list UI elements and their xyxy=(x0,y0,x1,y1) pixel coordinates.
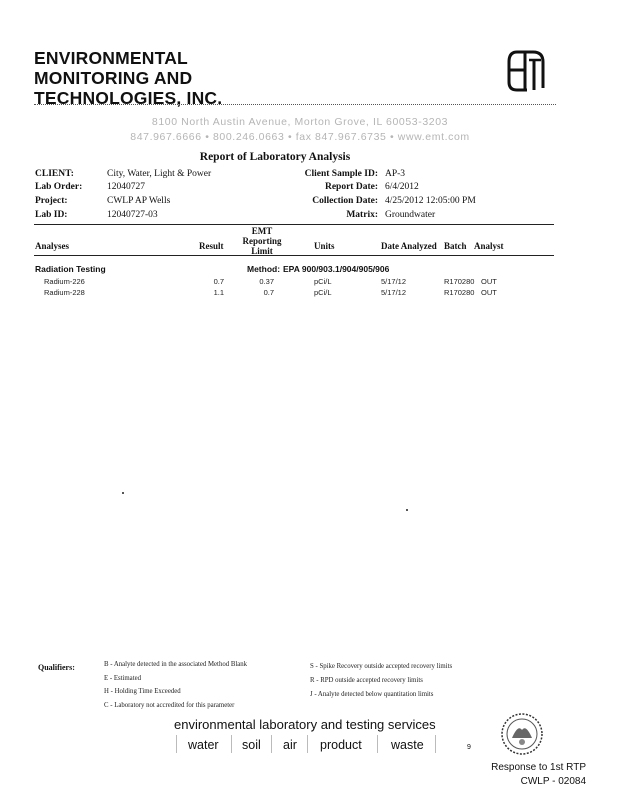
media-separator xyxy=(377,735,378,753)
table-header-rule xyxy=(34,255,554,256)
media-water: water xyxy=(188,738,219,752)
media-separator xyxy=(231,735,232,753)
col-batch: Batch xyxy=(444,241,467,251)
qualifier-s: S - Spike Recovery outside accepted recovery limits xyxy=(310,663,453,670)
collection-date-label: Collection Date: xyxy=(312,196,378,206)
method-label: Method: xyxy=(247,264,281,274)
lab-id-label: Lab ID: xyxy=(35,210,68,220)
media-separator xyxy=(435,735,436,753)
row-units: pCi/L xyxy=(314,288,332,297)
company-address: 8100 North Austin Avenue, Morton Grove, IL 60053-3203 xyxy=(151,116,449,128)
qualifier-c: C - Laboratory not accredited for this parameter xyxy=(104,702,235,709)
client-sample-label: Client Sample ID: xyxy=(304,169,378,179)
qualifier-b: B - Analyte detected in the associated Method Blank xyxy=(104,661,248,668)
collection-date-value: 4/25/2012 12:05:00 PM xyxy=(385,196,476,206)
qualifiers-label: Qualifiers: xyxy=(38,663,75,672)
col-units: Units xyxy=(314,241,335,251)
col-result: Result xyxy=(199,241,224,251)
col-emt-line3: Limit xyxy=(251,246,273,256)
company-name xyxy=(34,48,334,108)
row-batch: R170280 xyxy=(444,288,475,297)
report-title: Report of Laboratory Analysis xyxy=(199,151,351,163)
accreditation-seal-icon xyxy=(500,712,544,756)
services-tagline: environmental laboratory and testing services xyxy=(174,717,436,732)
header-divider xyxy=(34,104,556,105)
row-analyte: Radium-226 xyxy=(44,277,85,286)
media-product: product xyxy=(320,738,362,752)
col-analyst: Analyst xyxy=(474,241,504,251)
matrix-label: Matrix: xyxy=(346,210,378,220)
document-id: CWLP - 02084 xyxy=(520,776,586,787)
row-batch: R170280 xyxy=(444,277,475,286)
media-separator xyxy=(271,735,272,753)
scan-speck xyxy=(122,492,124,494)
company-contact: 847.967.6666 • 800.246.0663 • fax 847.967.6735 • www.emt.com xyxy=(130,131,470,143)
qualifier-e: E - Estimated xyxy=(104,675,141,682)
media-separator xyxy=(307,735,308,753)
col-analyses: Analyses xyxy=(35,241,70,251)
row-analyst: OUT xyxy=(481,288,497,297)
company-name-line1: ENVIRONMENTAL xyxy=(34,48,188,68)
scan-speck xyxy=(406,509,408,511)
media-soil: soil xyxy=(242,738,261,752)
client-value: City, Water, Light & Power xyxy=(107,169,212,179)
project-label: Project: xyxy=(35,196,68,206)
media-waste: waste xyxy=(391,738,424,752)
lab-order-value: 12040727 xyxy=(107,182,145,192)
row-result: 0.7 xyxy=(213,277,224,286)
response-note: Response to 1st RTP xyxy=(491,762,586,773)
lab-order-label: Lab Order: xyxy=(35,182,83,192)
emt-logo-icon xyxy=(503,48,547,94)
row-limit: 0.7 xyxy=(263,288,274,297)
company-name-line3: TECHNOLOGIES, INC. xyxy=(34,88,223,108)
company-name-line2: MONITORING AND xyxy=(34,68,193,88)
row-date: 5/17/12 xyxy=(381,288,407,297)
report-date-label: Report Date: xyxy=(324,182,378,192)
media-air: air xyxy=(283,738,297,752)
media-separator xyxy=(176,735,177,753)
qualifier-j: J - Analyte detected below quantitation limits xyxy=(310,691,434,698)
row-units: pCi/L xyxy=(314,277,332,286)
row-analyte: Radium-228 xyxy=(44,288,85,297)
row-limit: 0.37 xyxy=(259,277,274,286)
report-date-value: 6/4/2012 xyxy=(385,182,419,192)
page-mark: 9 xyxy=(467,744,471,751)
client-sample-value: AP-3 xyxy=(385,169,406,179)
col-date-analyzed: Date Analyzed xyxy=(381,241,437,251)
section-radiation-testing: Radiation Testing xyxy=(35,264,106,274)
col-emt-line1: EMT xyxy=(251,226,273,236)
row-date: 5/17/12 xyxy=(381,277,407,286)
col-emt-line2: Reporting xyxy=(242,236,282,246)
row-analyst: OUT xyxy=(481,277,497,286)
qualifier-h: H - Holding Time Exceeded xyxy=(104,688,181,695)
col-emt-reporting-limit xyxy=(232,226,292,256)
lab-id-value: 12040727-03 xyxy=(107,210,158,220)
row-result: 1.1 xyxy=(213,288,224,297)
method-value: EPA 900/903.1/904/905/906 xyxy=(283,264,390,274)
table-top-rule xyxy=(34,224,554,225)
matrix-value: Groundwater xyxy=(385,210,436,220)
project-value: CWLP AP Wells xyxy=(107,196,171,206)
qualifier-r: R - RPD outside accepted recovery limits xyxy=(310,677,423,684)
client-label: CLIENT: xyxy=(35,169,74,179)
